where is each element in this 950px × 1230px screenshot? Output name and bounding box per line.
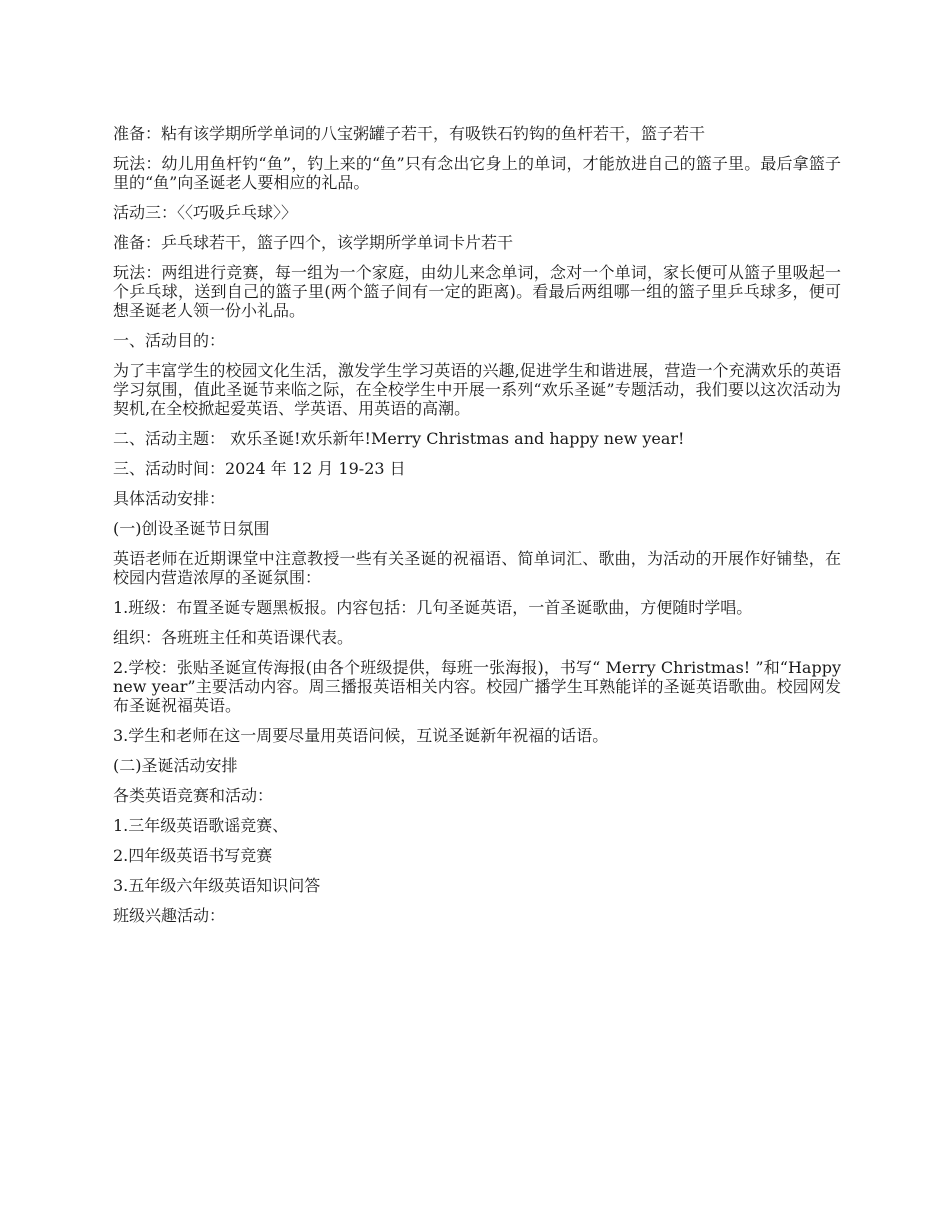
- paragraph-competitions-intro: 各类英语竞赛和活动：: [113, 786, 274, 805]
- list-item-grade-four: 2.四年级英语书写竞赛: [113, 846, 273, 865]
- document-page: [113, 124, 841, 936]
- paragraph-preparation-2: 准备：乒乓球若干，篮子四个，该学期所学单词卡片若干: [113, 233, 514, 252]
- paragraph-gameplay-2: 玩法：两组进行竞赛，每一组为一个家庭，由幼儿来念单词，念对一个单词，家长便可从篮子里吸起一个乒乓球，送到自己的篮子里(两个篮子间有一定的距离)。看最后两组哪一组的篮子里乒乓球多，便可想圣诞老人领一份小礼品。: [113, 263, 841, 320]
- paragraph-gameplay-1: 玩法：幼儿用鱼杆钓“鱼”，钓上来的“鱼”只有念出它身上的单词，才能放进自己的篮子里。最后拿篮子里的“鱼”向圣诞老人要相应的礼品。: [113, 154, 841, 192]
- subheading-atmosphere: (一)创设圣诞节日氛围: [113, 519, 270, 538]
- paragraph-organization: 组织：各班班主任和英语课代表。: [113, 628, 354, 647]
- list-item-class: 1.班级：布置圣诞专题黑板报。内容包括：几句圣诞英语，一首圣诞歌曲，方便随时学唱。: [113, 598, 753, 617]
- heading-activity-time: 三、活动时间：2024 年 12 月 19-23 日: [113, 459, 406, 478]
- paragraph-purpose: 为了丰富学生的校园文化生活，激发学生学习英语的兴趣,促进学生和谐进展，营造一个充满欢乐的英语学习氛围，值此圣诞节来临之际，在全校学生中开展一系列“欢乐圣诞”专题活动，我们要以这次活动为契机,在全校掀起爱英语、学英语、用英语的高潮。: [113, 361, 841, 418]
- heading-arrangement: 具体活动安排：: [113, 489, 226, 508]
- paragraph-activity-three-title: 活动三：〈〈巧吸乒乓球〉〉: [113, 203, 298, 222]
- list-item-school: 2.学校：张贴圣诞宣传海报(由各个班级提供，每班一张海报)，书写“ Merry Christmas! ”和“Happy new year”主要活动内容。周三播报英语相关内容。校园广播学生耳熟能详的圣诞英语歌曲。校园网发布圣诞祝福英语。: [113, 658, 841, 715]
- list-item-grade-three: 1.三年级英语歌谣竞赛、: [113, 816, 289, 835]
- heading-activity-purpose: 一、活动目的：: [113, 331, 226, 350]
- heading-activity-theme: 二、活动主题： 欢乐圣诞!欢乐新年!Merry Christmas and happy new year!: [113, 429, 685, 448]
- paragraph-teachers: 英语老师在近期课堂中注意教授一些有关圣诞的祝福语、简单词汇、歌曲，为活动的开展作好铺垫，在校园内营造浓厚的圣诞氛围：: [113, 549, 841, 587]
- subheading-christmas-activities: (二)圣诞活动安排: [113, 756, 238, 775]
- paragraph-preparation-1: 准备：粘有该学期所学单词的八宝粥罐子若干，有吸铁石钓钩的鱼杆若干，篮子若干: [113, 124, 706, 143]
- list-item-grade-five-six: 3.五年级六年级英语知识问答: [113, 876, 321, 895]
- list-item-greetings: 3.学生和老师在这一周要尽量用英语问候，互说圣诞新年祝福的话语。: [113, 726, 609, 745]
- paragraph-class-activities: 班级兴趣活动：: [113, 906, 226, 925]
